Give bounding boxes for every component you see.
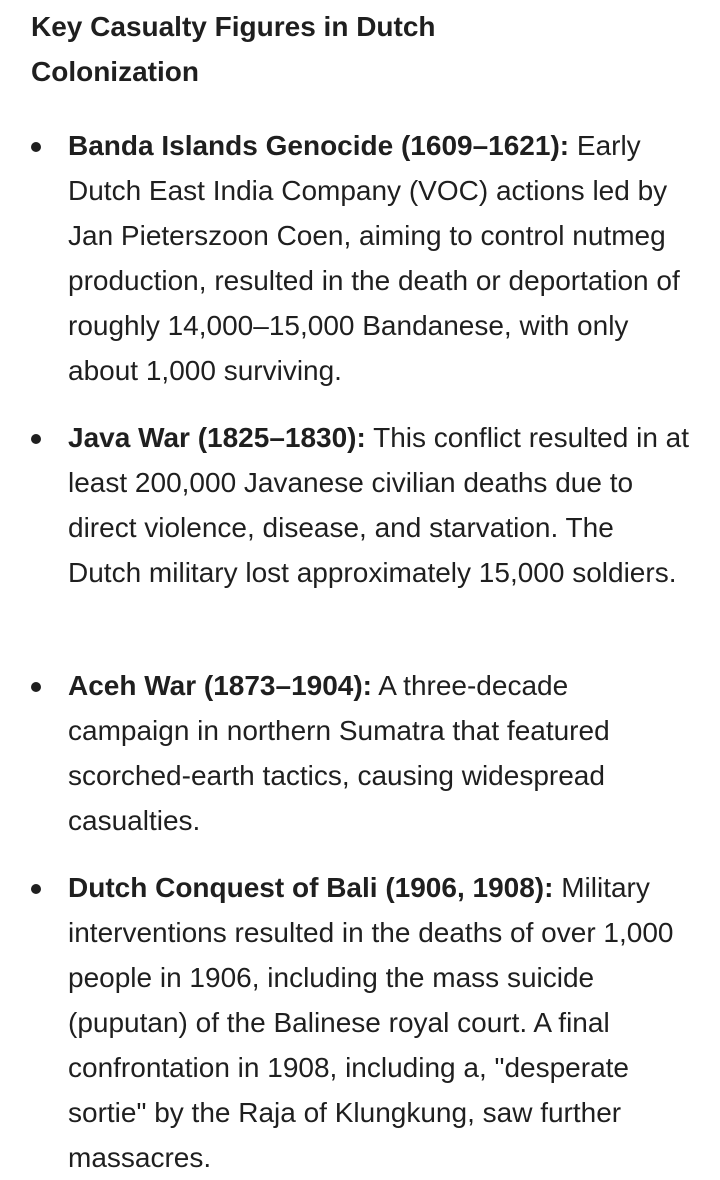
section-heading: Key Casualty Figures in Dutch Colonization [31, 11, 436, 87]
bullet-icon [31, 142, 41, 152]
item-text: Military interventions resulted in the deaths of over 1,000 people in 1906, including the mass suicide (puputan) of the Balinese royal court. A final confrontation in 1908, including a, "desperate sortie" by the Raja of Klungkung, saw further massacres. [68, 872, 674, 1173]
bullet-icon [31, 884, 41, 894]
item-text: A three-decade campaign in northern Sumatra that featured scorched-earth tactics, causing widespread casualties. [68, 670, 610, 836]
item-term: Aceh War (1873–1904): [68, 670, 373, 701]
bullet-icon [31, 682, 41, 692]
list-item [68, 865, 693, 1180]
list-item [68, 123, 693, 393]
item-text: Early Dutch East India Company (VOC) actions led by Jan Pieterszoon Coen, aiming to control nutmeg production, resulted in the death or deportation of roughly 14,000–15,000 Bandanese, with only about 1,000 surviving. [68, 130, 680, 386]
bullet-icon [31, 434, 41, 444]
list-item [68, 415, 693, 595]
item-term: Banda Islands Genocide (1609–1621): [68, 130, 570, 161]
item-text: This conflict resulted in at least 200,000 Javanese civilian deaths due to direct violence, disease, and starvation. The Dutch military lost approximately 15,000 soldiers. [68, 422, 690, 588]
item-term: Dutch Conquest of Bali (1906, 1908): [68, 872, 554, 903]
list-item [68, 663, 693, 843]
item-term: Java War (1825–1830): [68, 422, 366, 453]
